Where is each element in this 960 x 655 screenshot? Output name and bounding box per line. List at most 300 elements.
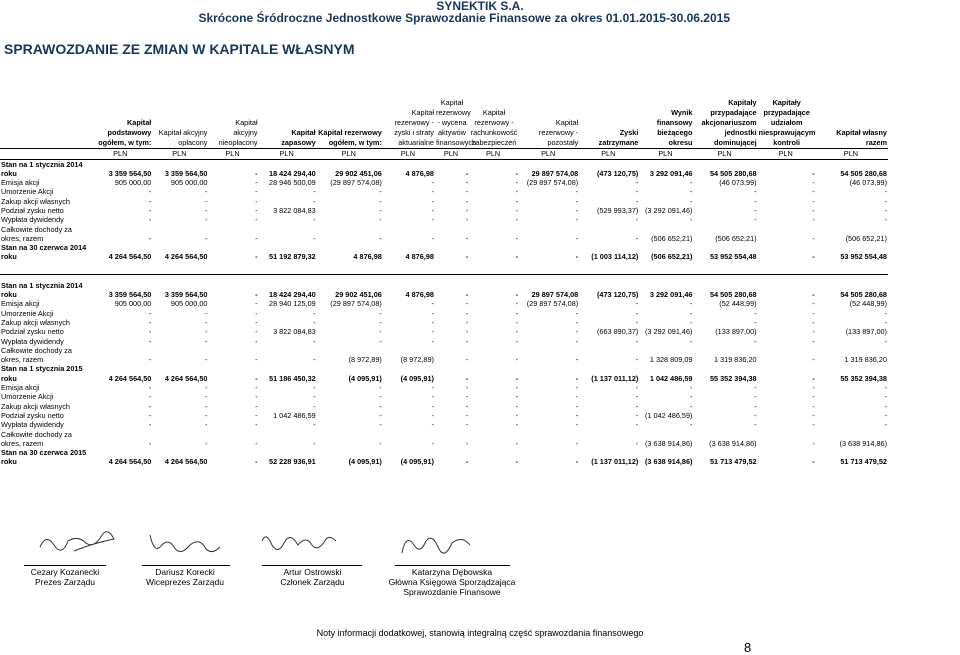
table-cell: 51 186 450,32	[269, 373, 316, 383]
table-cell	[579, 243, 639, 252]
column-header: Kapitały przypadające akcjonariuszom jednostki dominującej	[701, 97, 757, 147]
table-cell: (8 972,89)	[348, 355, 382, 365]
table-cell	[519, 281, 579, 290]
table-cell: 905 000,00	[170, 178, 208, 188]
table-cell: -	[812, 168, 815, 178]
table-cell	[435, 281, 469, 290]
table-cell: -	[465, 420, 468, 430]
table-cell	[816, 430, 888, 439]
table-cell: -	[884, 401, 887, 411]
row-label: Podział zysku netto	[1, 205, 64, 215]
table-cell: 54 505 280,68	[840, 168, 887, 178]
table-cell: 51 192 879,32	[269, 252, 316, 262]
table-row	[0, 346, 888, 355]
table-cell: -	[431, 438, 434, 448]
currency-cell: PLN	[90, 148, 152, 159]
table-cell: -	[379, 438, 382, 448]
currency-row	[0, 148, 888, 159]
table-cell: -	[205, 187, 208, 197]
table-cell: -	[431, 420, 434, 430]
table-cell: -	[465, 336, 468, 346]
table-cell: -	[812, 178, 815, 188]
table-cell: -	[884, 420, 887, 430]
table-cell	[152, 281, 208, 290]
table-cell: (46 073,99)	[719, 178, 757, 188]
table-cell: -	[379, 401, 382, 411]
table-cell: -	[635, 215, 639, 225]
table-cell	[519, 159, 579, 169]
table-cell: -	[575, 308, 579, 318]
table-cell	[639, 430, 693, 439]
currency-cell: PLN	[758, 148, 816, 159]
table-cell: -	[635, 401, 639, 411]
table-cell: 3 359 564,50	[164, 168, 208, 178]
table-cell: -	[465, 205, 468, 215]
table-cell: -	[690, 308, 693, 318]
table-cell: -	[575, 410, 579, 420]
table-cell: -	[575, 196, 579, 206]
table-cell: 52 228 936,91	[269, 457, 316, 467]
table-cell: -	[255, 410, 258, 420]
table-cell	[639, 243, 693, 252]
table-cell: -	[205, 205, 208, 215]
table-cell	[639, 225, 693, 234]
table-cell	[469, 159, 519, 169]
table-cell: -	[515, 233, 519, 243]
table-cell: -	[690, 383, 693, 393]
table-cell: (52 448,99)	[849, 299, 887, 309]
table-cell: -	[812, 205, 815, 215]
table-cell: -	[754, 187, 757, 197]
table-cell: -	[515, 401, 519, 411]
table-cell: -	[884, 392, 887, 402]
table-cell: -	[812, 187, 815, 197]
table-cell: 4 264 564,50	[108, 252, 152, 262]
column-header: Kapitał rezerwowy - zyski i straty aktuarialne	[394, 107, 434, 147]
table-cell: -	[205, 410, 208, 420]
table-cell	[208, 243, 258, 252]
table-cell	[383, 346, 435, 355]
table-row	[0, 457, 888, 466]
table-cell: -	[205, 327, 208, 337]
table-cell: -	[255, 401, 258, 411]
table-cell: 55 352 394,38	[840, 373, 887, 383]
table-row	[0, 439, 888, 448]
table-cell	[90, 243, 152, 252]
table-row	[0, 234, 888, 243]
table-cell: -	[431, 383, 434, 393]
table-cell: (663 890,37)	[596, 327, 639, 337]
row-label: Stan na 1 stycznia 2015	[1, 364, 83, 374]
table-cell: 3 292 091,46	[649, 168, 693, 178]
table-cell: -	[465, 196, 468, 206]
table-cell: -	[884, 187, 887, 197]
table-cell: 28 940 125,09	[269, 299, 316, 309]
table-cell	[579, 448, 639, 457]
table-cell: -	[205, 401, 208, 411]
table-cell: -	[635, 438, 639, 448]
currency-label-cell	[0, 148, 90, 159]
column-header: Kapitał rezerwowy - rachunkowość zabezpieczeń	[470, 107, 518, 147]
table-cell: -	[313, 401, 316, 411]
table-row	[0, 383, 888, 392]
table-cell: -	[575, 420, 579, 430]
column-header: Zyski zatrzymane	[598, 127, 639, 147]
signatory-4: Katarzyna Dębowska Główna Księgowa Sporządzająca Sprawozdanie Finansowe	[388, 567, 516, 597]
table-cell	[816, 243, 888, 252]
table-cell	[758, 225, 816, 234]
table-cell: 29 902 451,06	[335, 290, 382, 300]
table-cell: (506 652,21)	[715, 233, 757, 243]
table-cell	[469, 364, 519, 373]
table-cell: -	[812, 233, 815, 243]
table-row	[0, 159, 888, 169]
table-cell	[693, 346, 757, 355]
table-cell: -	[812, 252, 815, 262]
table-cell	[469, 448, 519, 457]
table-cell	[469, 430, 519, 439]
currency-cell: PLN	[816, 148, 888, 159]
period-2014-h1-block	[0, 159, 888, 262]
table-cell: -	[255, 308, 258, 318]
table-cell: -	[255, 336, 258, 346]
table-cell: -	[690, 317, 693, 327]
row-label: Całkowite dochody za	[1, 345, 72, 355]
table-cell	[208, 159, 258, 169]
table-cell: -	[754, 420, 757, 430]
table-cell: -	[515, 252, 519, 262]
table-row	[0, 206, 888, 215]
table-cell: -	[255, 438, 258, 448]
table-cell: -	[255, 196, 258, 206]
table-cell: -	[575, 401, 579, 411]
table-row	[0, 187, 888, 196]
table-cell: -	[379, 327, 382, 337]
table-cell: (133 897,00)	[845, 327, 887, 337]
table-cell: 4 876,98	[353, 252, 382, 262]
table-cell	[90, 281, 152, 290]
table-cell: -	[515, 178, 519, 188]
table-cell: 3 359 564,50	[108, 290, 152, 300]
table-row	[0, 392, 888, 401]
table-cell: 1 319 836,20	[714, 355, 757, 365]
table-cell: -	[255, 187, 258, 197]
table-cell: -	[515, 215, 519, 225]
table-cell: (29 897 574,08)	[330, 299, 382, 309]
table-cell: -	[515, 187, 519, 197]
table-cell: -	[431, 196, 434, 206]
table-cell	[519, 448, 579, 457]
table-cell: -	[255, 457, 258, 467]
table-cell	[259, 225, 317, 234]
table-cell: -	[690, 178, 693, 188]
table-row	[0, 281, 888, 290]
table-cell: -	[205, 215, 208, 225]
table-cell: -	[515, 196, 519, 206]
table-cell	[259, 243, 317, 252]
table-cell: -	[812, 410, 815, 420]
table-row	[0, 243, 888, 252]
table-cell: 18 424 294,40	[269, 290, 316, 300]
table-cell: (1 137 011,12)	[591, 373, 639, 383]
row-label: Emisja akcji	[1, 383, 40, 393]
footer-note: Noty informacji dodatkowej, stanowią integralną część sprawozdania finansowego	[316, 628, 644, 638]
currency-cell: PLN	[383, 148, 435, 159]
table-cell	[816, 225, 888, 234]
table-cell: -	[515, 205, 519, 215]
table-cell: -	[205, 392, 208, 402]
table-cell: -	[313, 187, 316, 197]
table-cell: -	[205, 438, 208, 448]
table-cell: -	[431, 336, 434, 346]
table-cell: -	[812, 355, 815, 365]
table-cell: -	[884, 383, 887, 393]
table-cell	[90, 448, 152, 457]
table-cell: (3 638 914,86)	[645, 438, 693, 448]
table-cell: 51 713 479,52	[840, 457, 887, 467]
table-row	[0, 197, 888, 206]
table-cell	[152, 346, 208, 355]
table-cell: 4 264 564,50	[164, 252, 208, 262]
table-cell: (3 638 914,86)	[645, 457, 693, 467]
table-cell: 4 264 564,50	[108, 373, 152, 383]
table-cell: -	[313, 438, 316, 448]
currency-cell: PLN	[469, 148, 519, 159]
table-cell: -	[148, 317, 152, 327]
table-cell: -	[754, 196, 757, 206]
column-header: Kapitał rezerwowy - wycena aktywów finansowych	[435, 97, 477, 147]
table-cell: -	[313, 215, 316, 225]
table-cell: -	[754, 215, 757, 225]
table-cell: 4 264 564,50	[164, 457, 208, 467]
table-cell: -	[465, 290, 468, 300]
table-cell: -	[575, 383, 579, 393]
table-cell: -	[635, 420, 639, 430]
row-label: roku	[1, 457, 17, 467]
table-cell	[208, 364, 258, 373]
table-cell: -	[148, 308, 152, 318]
table-cell: -	[515, 168, 519, 178]
row-label: Całkowite dochody za	[1, 429, 72, 439]
table-cell: (3 638 914,86)	[709, 438, 757, 448]
table-cell: -	[313, 196, 316, 206]
signature-line	[262, 565, 362, 566]
table-row	[0, 215, 888, 224]
table-cell: -	[255, 392, 258, 402]
table-cell	[208, 346, 258, 355]
table-cell: -	[575, 457, 579, 467]
table-cell	[693, 225, 757, 234]
table-cell: -	[575, 392, 579, 402]
table-cell: 3 822 084,83	[273, 205, 316, 215]
table-cell	[435, 243, 469, 252]
table-cell: -	[431, 187, 434, 197]
table-cell: -	[575, 233, 579, 243]
table-cell: -	[465, 457, 468, 467]
table-cell	[317, 281, 383, 290]
table-cell: -	[515, 299, 519, 309]
table-cell: -	[812, 383, 815, 393]
table-cell: 53 952 554,48	[840, 252, 887, 262]
table-cell	[259, 364, 317, 373]
currency-cell: PLN	[639, 148, 693, 159]
table-cell	[758, 159, 816, 169]
column-header-row	[0, 72, 888, 148]
table-cell: -	[255, 205, 258, 215]
table-cell: -	[465, 438, 468, 448]
table-cell: -	[465, 327, 468, 337]
table-cell: -	[812, 308, 815, 318]
table-cell	[693, 159, 757, 169]
period-2014-2015-block	[0, 281, 888, 467]
table-cell: -	[431, 178, 434, 188]
table-cell: -	[575, 317, 579, 327]
table-cell: -	[754, 308, 757, 318]
column-header: Kapitał rezerwowy - pozostały	[538, 117, 579, 147]
table-cell: -	[379, 187, 382, 197]
table-cell	[579, 281, 639, 290]
table-row	[0, 448, 888, 457]
table-cell: -	[379, 383, 382, 393]
table-cell: -	[754, 205, 757, 215]
table-cell: -	[812, 290, 815, 300]
table-cell: -	[313, 383, 316, 393]
table-cell: -	[313, 308, 316, 318]
table-cell: -	[379, 205, 382, 215]
table-cell	[317, 346, 383, 355]
table-cell: -	[205, 308, 208, 318]
table-row	[0, 430, 888, 439]
currency-cell: PLN	[693, 148, 757, 159]
table-cell: -	[690, 196, 693, 206]
table-cell: -	[884, 317, 887, 327]
currency-cell: PLN	[208, 148, 258, 159]
table-cell: -	[148, 215, 152, 225]
table-cell: -	[635, 187, 639, 197]
row-label: roku	[1, 290, 17, 300]
table-cell: -	[884, 205, 887, 215]
table-cell	[579, 364, 639, 373]
table-cell	[816, 448, 888, 457]
table-cell	[469, 243, 519, 252]
table-cell: -	[255, 355, 258, 365]
signatory-2: Dariusz Korecki Wiceprezes Zarządu	[146, 567, 224, 587]
table-cell: -	[255, 317, 258, 327]
table-cell: -	[431, 233, 434, 243]
column-header: Kapitały przypadające udziałom niesprawującym kontroli	[758, 97, 816, 147]
table-row	[0, 309, 888, 318]
table-cell: -	[431, 410, 434, 420]
table-cell: -	[255, 168, 258, 178]
table-cell: -	[635, 299, 639, 309]
table-cell	[816, 281, 888, 290]
row-label: roku	[1, 168, 17, 178]
table-cell	[639, 448, 693, 457]
signature-line	[395, 565, 510, 566]
table-cell: (4 095,91)	[348, 373, 382, 383]
signature-line	[142, 565, 230, 566]
table-cell	[469, 281, 519, 290]
table-cell: 29 897 574,08	[531, 168, 579, 178]
table-cell: -	[754, 317, 757, 327]
table-cell: -	[148, 410, 152, 420]
table-cell: -	[812, 299, 815, 309]
row-label: Emisja akcji	[1, 178, 40, 188]
table-cell: 3 292 091,46	[649, 290, 693, 300]
table-cell: -	[148, 187, 152, 197]
table-cell: -	[812, 196, 815, 206]
table-cell	[693, 243, 757, 252]
table-cell: -	[465, 401, 468, 411]
table-cell: -	[812, 215, 815, 225]
table-cell	[90, 364, 152, 373]
table-cell: -	[575, 373, 579, 383]
table-cell: -	[515, 457, 519, 467]
table-cell: -	[148, 336, 152, 346]
table-cell: (3 638 914,86)	[839, 438, 887, 448]
table-cell: -	[379, 420, 382, 430]
currency-cell: PLN	[579, 148, 639, 159]
table-cell: -	[812, 457, 815, 467]
table-cell: -	[515, 336, 519, 346]
label-column-header	[0, 72, 90, 148]
table-cell	[317, 159, 383, 169]
table-cell: -	[379, 336, 382, 346]
table-cell: 54 505 280,68	[709, 168, 757, 178]
table-cell: -	[884, 410, 887, 420]
company-name: SYNEKTIK S.A.	[436, 0, 524, 13]
table-cell: -	[515, 420, 519, 430]
table-cell: -	[754, 336, 757, 346]
table-cell: -	[205, 196, 208, 206]
table-cell: -	[515, 383, 519, 393]
table-cell: (3 292 091,46)	[645, 205, 693, 215]
table-cell	[816, 346, 888, 355]
table-cell: -	[884, 215, 887, 225]
table-cell: -	[465, 317, 468, 327]
table-cell: (1 042 486,59)	[645, 410, 693, 420]
table-cell: 905 000,00	[114, 178, 152, 188]
table-cell	[519, 346, 579, 355]
table-cell: 4 264 564,50	[108, 457, 152, 467]
table-cell	[435, 448, 469, 457]
table-cell	[90, 225, 152, 234]
table-row	[0, 225, 888, 234]
table-cell: -	[575, 205, 579, 215]
table-cell	[208, 281, 258, 290]
table-cell: 3 359 564,50	[108, 168, 152, 178]
table-cell: -	[575, 215, 579, 225]
table-cell	[469, 346, 519, 355]
table-cell: -	[754, 401, 757, 411]
table-cell: -	[148, 438, 152, 448]
table-cell: -	[255, 383, 258, 393]
table-cell	[259, 159, 317, 169]
table-cell: -	[754, 392, 757, 402]
table-cell: -	[884, 308, 887, 318]
row-label: Wypłata dywidendy	[1, 215, 64, 225]
table-cell: -	[635, 355, 639, 365]
page-title: SPRAWOZDANIE ZE ZMIAN W KAPITALE WŁASNYM	[4, 41, 355, 57]
table-cell	[519, 430, 579, 439]
table-cell: -	[465, 373, 468, 383]
table-row	[0, 374, 888, 383]
table-cell	[383, 225, 435, 234]
table-cell	[758, 448, 816, 457]
table-cell: (1 137 011,12)	[591, 457, 639, 467]
table-cell: -	[255, 420, 258, 430]
row-label: Wypłata dywidendy	[1, 336, 64, 346]
